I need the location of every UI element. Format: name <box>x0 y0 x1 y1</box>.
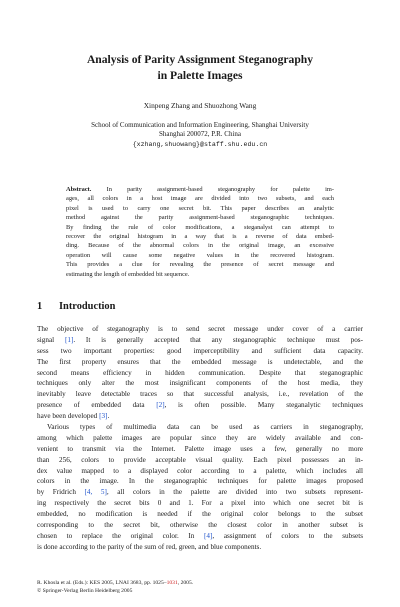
body-line: The first property ensures that the embedded message is undetectable, and the <box>37 357 363 366</box>
citation-link[interactable]: [2] <box>156 401 165 410</box>
body-line: venient to transmit via the Internet. Palette image uses a few, generally no more <box>37 444 363 453</box>
page-footer <box>37 580 193 595</box>
footer-copyright: © Springer-Verlag Berlin Heidelberg 2005 <box>37 587 133 594</box>
footer-citation-suffix: , 2005. <box>177 580 194 586</box>
abstract-line: recover the original histogram in a way that is a reverse of data embed- <box>66 232 334 240</box>
body-line: corresponding to the secret bit, otherwise the closest color in another subset is <box>37 521 363 530</box>
body-line: sess two important properties: good imperceptibility and sufficient data capacity. <box>37 346 363 355</box>
abstract-line <box>66 185 334 194</box>
paper-title <box>40 52 360 84</box>
citation-link[interactable]: [3] <box>99 412 108 421</box>
body-line: dex value mapped to a displayed color according to a palette, which includes all <box>37 466 363 475</box>
body-line: among which palette images are popular since they are widely available and con- <box>37 433 363 442</box>
abstract-line: estimating the length of embedded bit sequence. <box>66 270 190 278</box>
title-line-2: in Palette Images <box>157 69 243 82</box>
body-text <box>37 324 363 553</box>
body-line: than 256, colors to provide acceptable visual quality. Each pixel possesses an in- <box>37 455 363 464</box>
abstract-line: By finding the rule of color modifications, a steganalyst can attempt to <box>66 223 334 231</box>
authors: Xinpeng Zhang and Shuozhong Wang <box>143 101 257 110</box>
body-line: embedded, no modification is needed if the original color belongs to the subset <box>37 510 363 519</box>
abstract-line: method against the parity assignment-based steganographic techniques. <box>66 214 334 222</box>
footer-citation-prefix: R. Khosla et al. (Eds.): KES 2005, LNAI 3683, pp. 1025– <box>37 580 167 586</box>
affiliation <box>40 121 360 149</box>
citation-link[interactable]: [4, 5] <box>84 488 107 497</box>
abstract-line: ding. Because of the abnormal colors in the original image, an excessive <box>66 242 334 250</box>
body-line: Various types of multimedia data can be used as carriers in steganography, <box>47 423 363 432</box>
abstract-line: This provides a clue for revealing the presence of secret message and <box>66 261 334 269</box>
abstract-line: operation will cause some negative values in the recovered histogram. <box>66 251 334 259</box>
body-line: The objective of steganography is to send secret message under cover of a carrier <box>37 325 363 333</box>
body-line: inevitably leave detectable traces so that successful analysis, i.e., revelation of the <box>37 390 363 399</box>
body-line: by Fridrich [4, 5], all colors in the palette are divided into two subsets represent- <box>37 488 363 497</box>
body-line: is done according to the parity of the sum of red, green, and blue components. <box>37 542 262 551</box>
abstract-line: pixel is used to carry one secret bit. This paper describes an analytic <box>66 204 334 212</box>
body-line: second means efficiency in hidden communication. Despite that steganographic <box>37 368 363 377</box>
section-number: 1 <box>37 301 43 312</box>
footer-citation <box>37 580 193 588</box>
abstract-text: In parity assignment-based steganography for palette im- <box>91 186 334 193</box>
affiliation-line: School of Communication and Information Engineering, Shanghai University <box>91 121 309 129</box>
abstract <box>66 185 334 279</box>
body-line: ing respectively the secret bits 0 and 1. For a pixel into which one secret bit is <box>37 499 363 508</box>
body-line: have been developed [3]. <box>37 412 110 421</box>
affiliation-line: Shanghai 200072, P.R. China <box>158 130 242 139</box>
abstract-line: ages, all colors in a host image are divided into two subsets, and each <box>66 195 334 203</box>
abstract-label: Abstract. <box>66 186 92 193</box>
citation-link[interactable]: [4] <box>204 531 213 540</box>
body-line: techniques only alter the most insignificant components of the host media, they <box>37 379 363 388</box>
citation-link[interactable]: [1] <box>64 335 74 344</box>
author-email: {xzhang,shuowang}@staff.shu.edu.cn <box>132 140 268 148</box>
section-title: Introduction <box>59 301 116 312</box>
title-line-1: Analysis of Parity Assignment Steganography <box>86 53 314 66</box>
footer-page-end: 1031 <box>166 580 178 586</box>
body-line: chosen to replace the original color. In [4], assignment of colors to the subsets <box>37 531 363 540</box>
body-line: colors in the image. In the steganographic techniques for palette images proposed <box>37 477 363 486</box>
body-line: signal [1]. It is generally accepted that any steganographic technique must pos- <box>37 335 363 344</box>
body-line: presence of embedded data [2], is often possible. Many steganalytic techniques <box>37 401 363 410</box>
section-heading <box>37 301 115 312</box>
